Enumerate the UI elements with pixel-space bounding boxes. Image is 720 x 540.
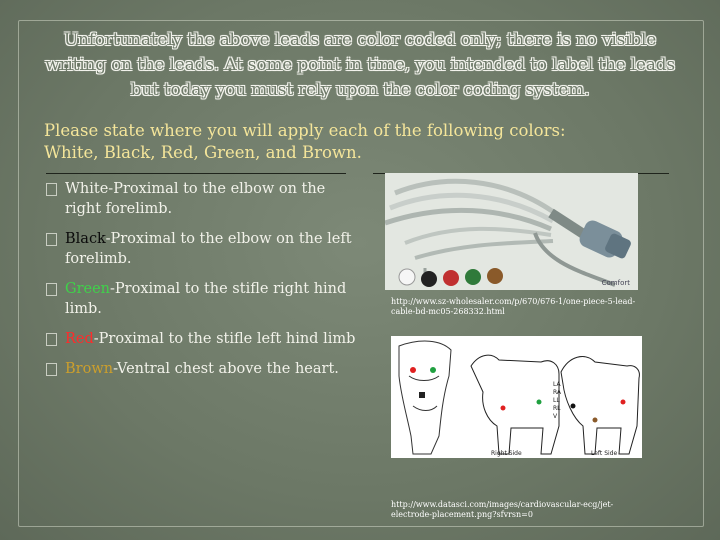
color-word-black: Black bbox=[65, 231, 106, 247]
heading-line-3: but today you must rely upon the color coding system. bbox=[130, 80, 590, 100]
legend-v: V bbox=[553, 413, 558, 420]
dog-diagram-illustration bbox=[391, 336, 642, 458]
color-word-white: White bbox=[65, 181, 109, 197]
question-prompt bbox=[44, 120, 684, 164]
label-right-side: Right Side bbox=[491, 450, 522, 457]
color-word-brown: Brown bbox=[65, 361, 114, 377]
bullet-box-icon bbox=[46, 283, 57, 296]
prompt-line-1: Please state where you will apply each of the following colors: bbox=[44, 121, 566, 140]
heading-line-1: Unfortunately the above leads are color coded only; there is no visible bbox=[63, 30, 657, 50]
bullet-text-white: -Proximal to the elbow on the right forelimb. bbox=[65, 181, 326, 217]
bullet-box-icon bbox=[46, 233, 57, 246]
bullet-item-brown bbox=[46, 359, 364, 379]
bullet-box-icon bbox=[46, 183, 57, 196]
bullet-text-green: -Proximal to the stifle right hind limb. bbox=[65, 281, 347, 317]
legend-ra: RA bbox=[553, 389, 562, 396]
color-bullet-list bbox=[46, 179, 364, 389]
bullet-box-icon bbox=[46, 363, 57, 376]
heading-line-2: writing on the leads. At some point in time, you intended to label the leads bbox=[45, 55, 675, 75]
divider-left bbox=[46, 173, 346, 174]
label-left-side: Left Side bbox=[591, 450, 618, 457]
photo-watermark: Comfort bbox=[601, 279, 630, 287]
color-word-red: Red bbox=[65, 331, 94, 347]
bullet-text-brown: -Ventral chest above the heart. bbox=[113, 361, 339, 377]
bullet-item-white bbox=[46, 179, 364, 219]
bullet-item-green bbox=[46, 279, 364, 319]
legend-rl: RL bbox=[553, 405, 561, 412]
legend-la: LA bbox=[553, 381, 561, 388]
bullet-item-black bbox=[46, 229, 364, 269]
color-word-green: Green bbox=[65, 281, 111, 297]
prompt-line-2: White, Black, Red, Green, and Brown. bbox=[44, 143, 362, 162]
bullet-text-black: -Proximal to the elbow on the left forelimb. bbox=[65, 231, 352, 267]
electrode-placement-diagram bbox=[391, 336, 642, 458]
bullet-box-icon bbox=[46, 333, 57, 346]
bullet-text-red: -Proximal to the stifle left hind limb bbox=[93, 331, 356, 347]
diagram-source-caption: http://www.datasci.com/images/cardiovascular-ecg/jet-electrode-placement.png?sfvrsn=0 bbox=[391, 500, 614, 519]
bullet-item-red bbox=[46, 329, 364, 349]
slide-heading bbox=[30, 28, 690, 103]
ecg-lead-cable-photo bbox=[385, 173, 638, 290]
photo-source-caption: http://www.sz-wholesaler.com/p/670/676-1/one-piece-5-lead-cable-bd-mc05-268332.html bbox=[391, 297, 636, 316]
legend-ll: LL bbox=[553, 397, 560, 404]
cable-illustration bbox=[385, 173, 638, 290]
